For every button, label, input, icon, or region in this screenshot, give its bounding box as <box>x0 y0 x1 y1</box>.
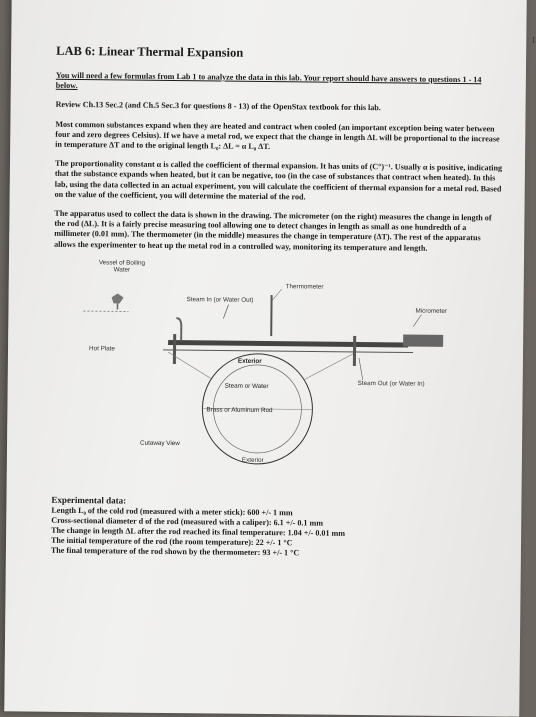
rod-label: Brass or Aluminum Rod <box>206 406 272 414</box>
steam-in-label: Steam In (or Water Out) <box>187 296 254 304</box>
coefficient-paragraph: The proportionality constant α is called the coefficient of thermal expansion. It has units of (C°)⁻¹. Usually α is positive, indicating that the substance expands when heated, but it can be negative, too (in the case of substances that contract when heated). In this lab, using the data collected in an actual experiment, you will calculate the coefficient of thermal expansion for a metal rod. Based on the value of the coefficient, you will determine the material of the rod. <box>55 159 503 205</box>
intro-paragraph: You will need a few formulas from Lab 1 to analyze the data in this lab. Your report should have answers to questions 1 - 14 below. <box>56 71 504 96</box>
paper-sheet <box>4 0 527 717</box>
micrometer-label: Micrometer <box>415 307 447 314</box>
apparatus-diagram <box>52 259 502 494</box>
cutaway-label: Cutaway View <box>140 440 180 447</box>
thermometer-label: Thermometer <box>286 283 324 290</box>
apparatus-drawing <box>52 259 502 494</box>
data-line: The final temperature of the rod shown by the thermometer: 93 +/- 1 °C <box>51 546 499 561</box>
data-line: Cross-sectional diameter d of the rod (measured with a caliper): 6.1 +/- 0.1 mm <box>51 516 499 531</box>
page-number: 1 <box>531 35 536 45</box>
experimental-heading: Experimental data: <box>51 495 499 510</box>
steam-water-label: Steam or Water <box>225 382 269 389</box>
exterior-bottom-label: Exterior <box>242 457 264 464</box>
document-body <box>51 44 504 561</box>
lab-title: LAB 6: Linear Thermal Expansion <box>56 44 504 64</box>
vessel-label: Vessel of Boiling Water <box>92 259 152 274</box>
apparatus-paragraph: The apparatus used to collect the data is shown in the drawing. The micrometer (on the right) measures the change in length of the rod (ΔL). It is a fairly precise measuring tool allowing one to detect changes in length as small as one hundredth of a millimeter (0.01 mm). The thermometer (in the middle) measures the change in temperature (ΔT). The rest of the apparatus allows the experimenter to heat up the metal rod in a controlled way, monitoring its temperature and length. <box>54 209 502 255</box>
steam-out-label: Steam Out (or Water In) <box>358 380 425 388</box>
hot-plate-label: Hot Plate <box>89 345 115 352</box>
data-line: Length L₀ of the cold rod (measured with a meter stick): 600 +/- 1 mm <box>51 506 499 521</box>
data-line: The change in length ΔL after the rod reached its final temperature: 1.04 +/- 0.01 mm <box>51 526 499 541</box>
expansion-paragraph: Most common substances expand when they are heated and contract when cooled (an important exception being water between four and zero degrees Celsius). If we have a metal rod, we expect that the change in length ΔL will be proportional to the increase in temperature ΔT and to the original length L₀: ΔL = α L₀ ΔT. <box>55 119 503 154</box>
data-line: The initial temperature of the rod (the room temperature): 22 +/- 1 °C <box>51 536 499 551</box>
review-paragraph: Review Ch.13 Sec.2 (and Ch.5 Sec.3 for questions 8 - 13) of the OpenStax textbook for this lab. <box>56 100 504 115</box>
exterior-top-label: Exterior <box>238 358 262 365</box>
